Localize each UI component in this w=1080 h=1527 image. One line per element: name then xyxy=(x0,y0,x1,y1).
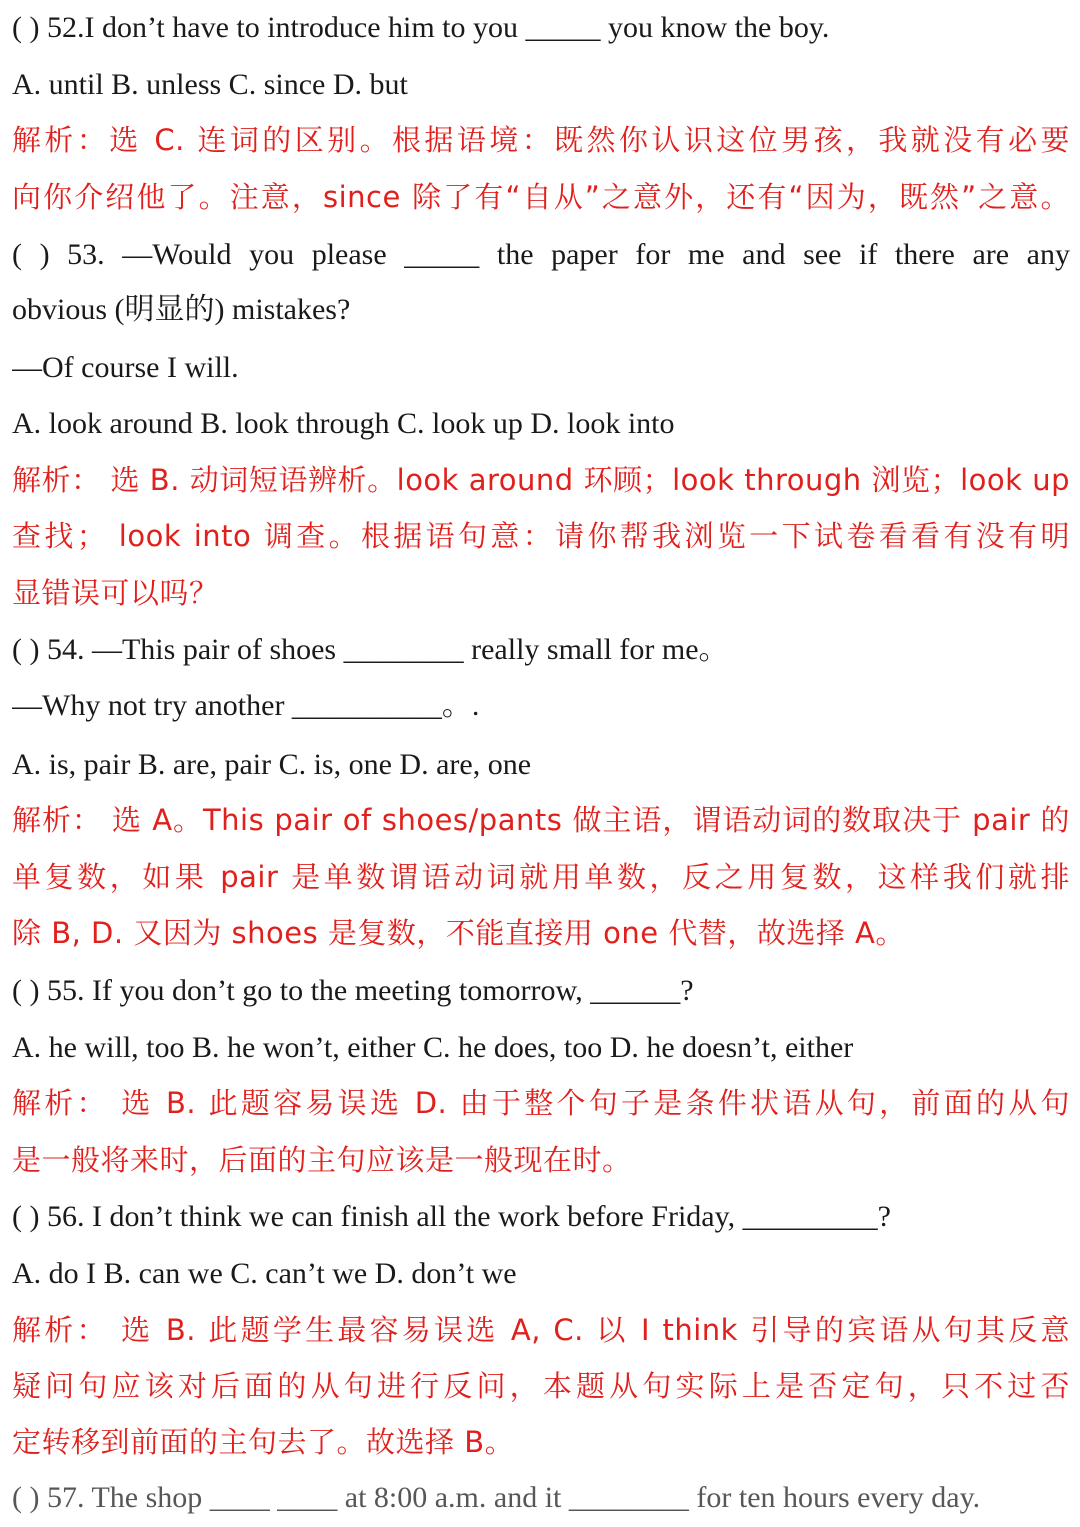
question-55-analysis-line-1: 解析： 选 B. 此题容易误选 D. 由于整个句子是条件状语从句，前面的从句 xyxy=(12,1086,1070,1120)
question-56-options: A. do I B. can we C. can’t we D. don’t we xyxy=(12,1257,517,1290)
question-57-stem-line-1: ( ) 57. The shop ____ ____ at 8:00 a.m. and it ________ for ten hours every day. xyxy=(12,1481,981,1514)
question-56-analysis-line-1: 解析： 选 B. 此题学生最容易误选 A, C. 以 I think 引导的宾语从句其反意 xyxy=(12,1313,1070,1347)
question-53-stem-line-1: ( ) 53. —Would you please _____ the paper for me and see if there are any xyxy=(12,238,1070,271)
question-52-options: A. until B. unless C. since D. but xyxy=(12,68,408,101)
question-53-analysis-line-1: 解析： 选 B. 动词短语辨析。look around 环顾；look through 浏览；look up xyxy=(12,463,1070,497)
question-55-stem-line-1: ( ) 55. If you don’t go to the meeting tomorrow, ______? xyxy=(12,974,694,1007)
question-54-stem-line-2: —Why not try another __________。. xyxy=(12,689,480,722)
question-54-analysis-line-2: 单复数，如果 pair 是单数谓语动词就用单数，反之用复数，这样我们就排 xyxy=(12,860,1070,894)
question-54-options: A. is, pair B. are, pair C. is, one D. are, one xyxy=(12,748,532,781)
question-52-stem-line-1: ( ) 52.I don’t have to introduce him to you _____ you know the boy. xyxy=(12,11,830,44)
question-54-stem-line-1: ( ) 54. —This pair of shoes ________ really small for me。 xyxy=(12,633,729,666)
question-56-stem-line-1: ( ) 56. I don’t think we can finish all the work before Friday, _________? xyxy=(12,1200,891,1233)
question-54-analysis-line-3: 除 B, D. 又因为 shoes 是复数，不能直接用 one 代替，故选择 A。 xyxy=(12,916,905,950)
question-56-analysis-line-3: 定转移到前面的主句去了。故选择 B。 xyxy=(12,1425,515,1459)
question-53-stem-line-3: —Of course I will. xyxy=(12,351,239,384)
question-56-analysis-line-2: 疑问句应该对后面的从句进行反问，本题从句实际上是否定句，只不过否 xyxy=(12,1369,1070,1403)
question-53-stem-line-2: obvious (明显的) mistakes? xyxy=(12,293,351,326)
question-52-analysis-line-1: 解析：选 C. 连词的区别。根据语境：既然你认识这位男孩，我就没有必要 xyxy=(12,123,1070,157)
question-52-analysis-line-2: 向你介绍他了。注意，since 除了有“自从”之意外，还有“因为，既然”之意。 xyxy=(12,180,1070,214)
question-55-analysis-line-2: 是一般将来时，后面的主句应该是一般现在时。 xyxy=(12,1143,632,1177)
question-54-analysis-line-1: 解析： 选 A。This pair of shoes/pants 做主语，谓语动词的数取决于 pair 的 xyxy=(12,803,1070,837)
question-53-analysis-line-2: 查找； look into 调查。根据语句意：请你帮我浏览一下试卷看看有没有明 xyxy=(12,519,1070,553)
question-53-options: A. look around B. look through C. look up D. look into xyxy=(12,407,675,440)
question-55-options: A. he will, too B. he won’t, either C. he does, too D. he doesn’t, either xyxy=(12,1031,854,1064)
question-53-analysis-line-3: 显错误可以吗？ xyxy=(12,576,219,610)
